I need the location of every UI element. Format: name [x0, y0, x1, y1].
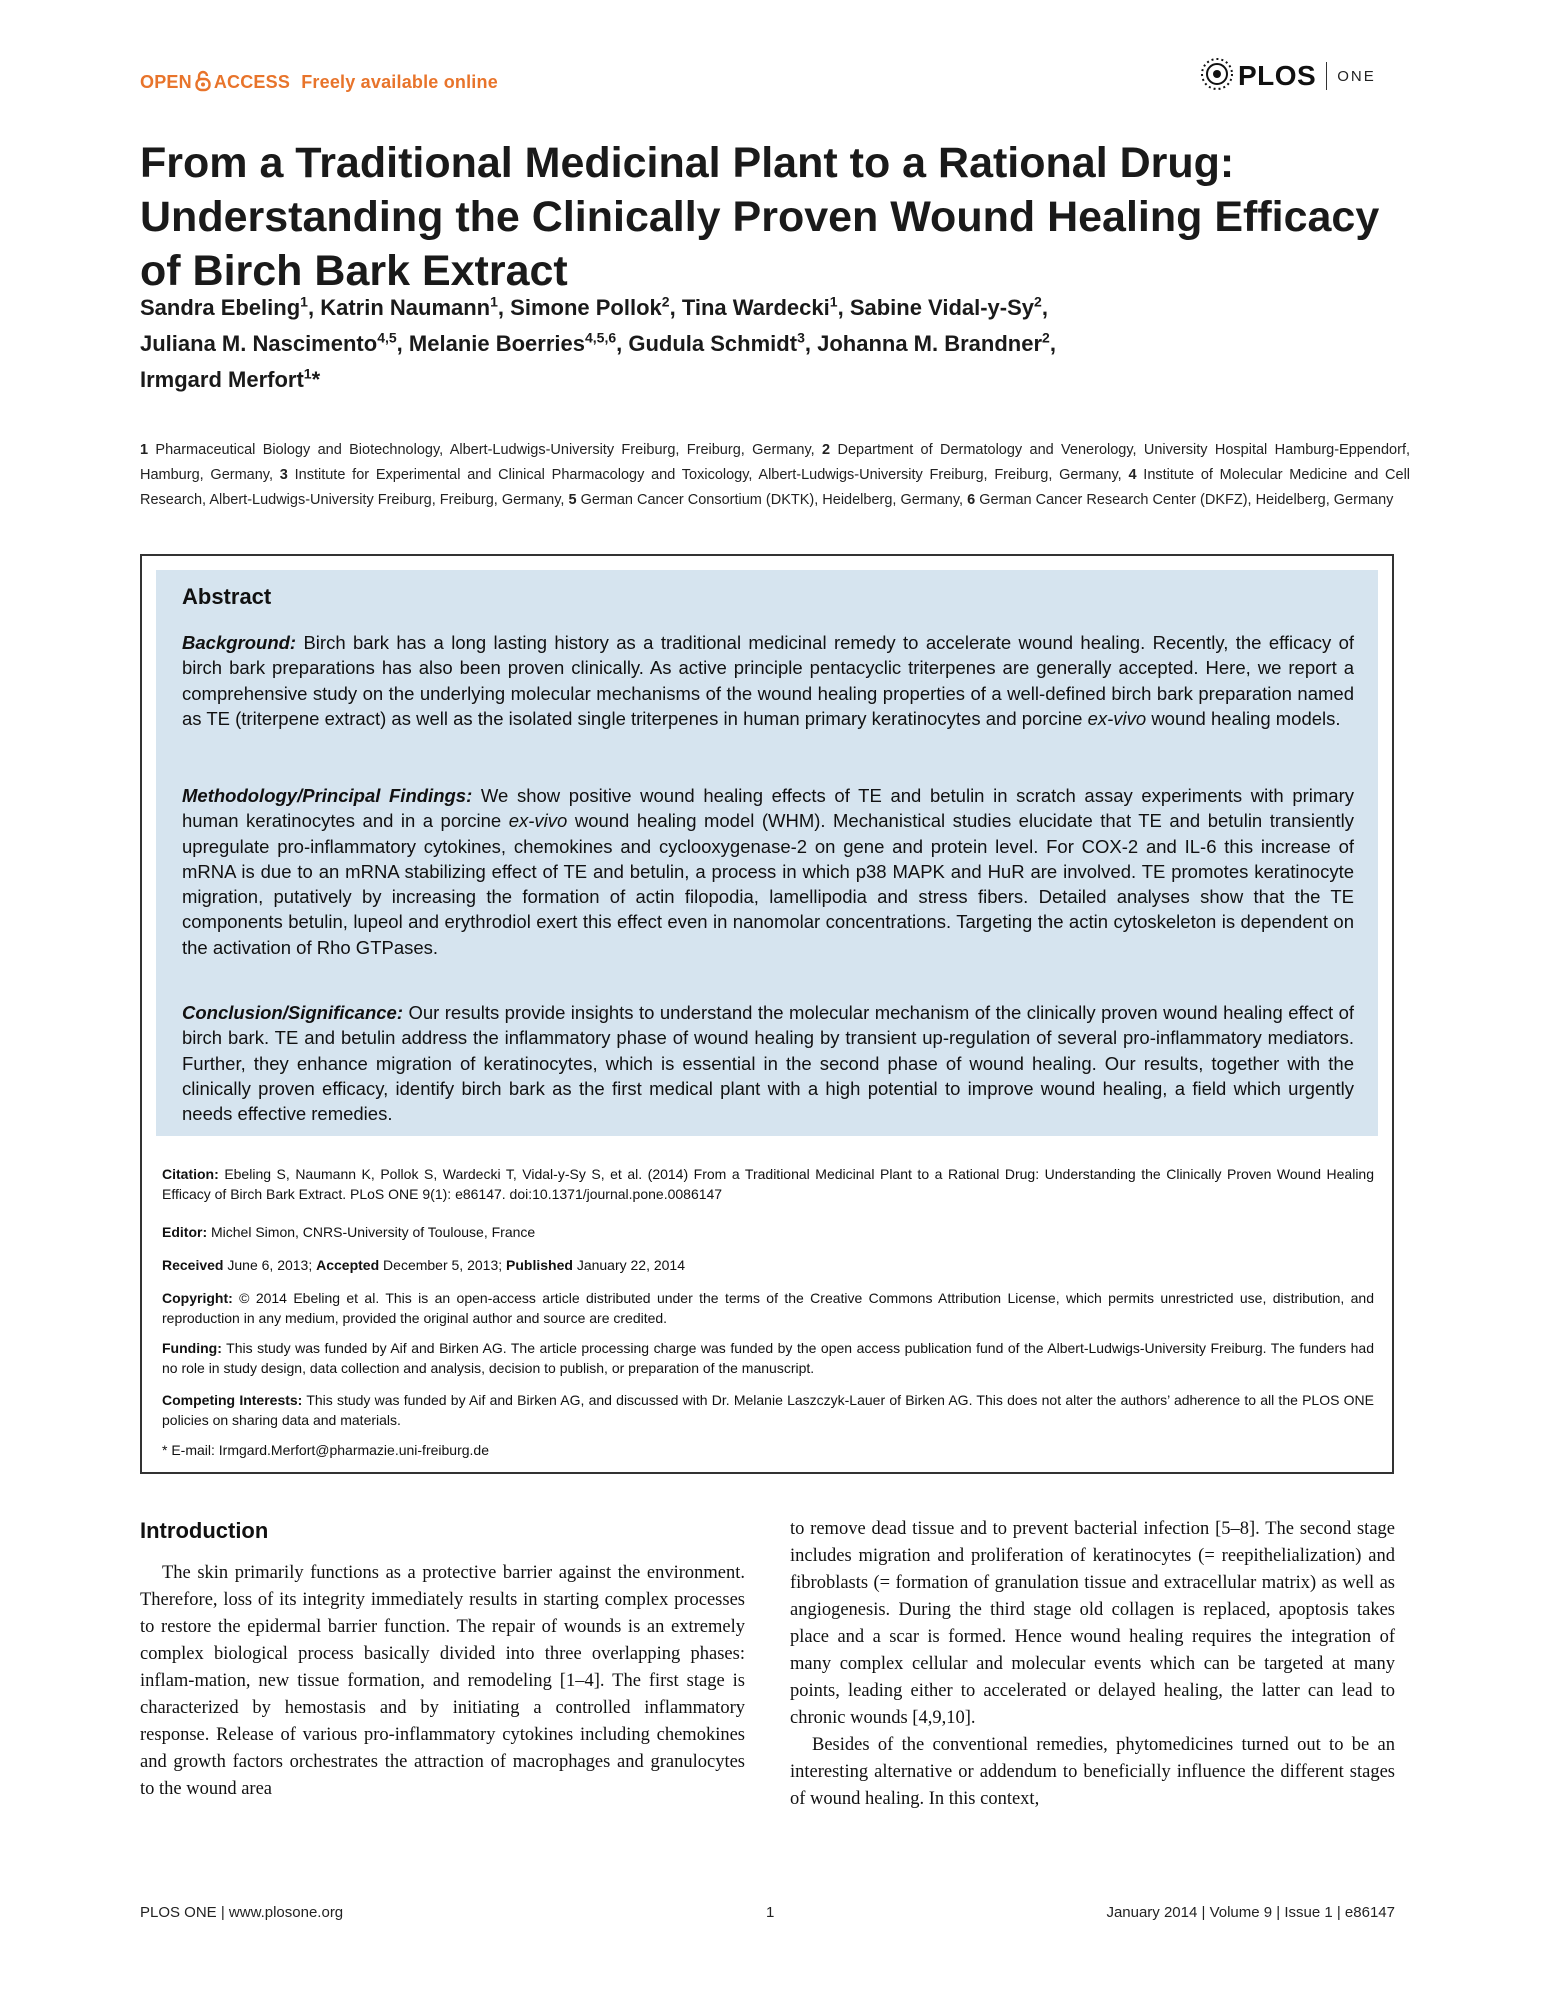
- author-name: Johanna M. Brandner$^2$,: [817, 329, 1056, 356]
- author-name: Simone Pollok$^2$,: [510, 293, 676, 320]
- affiliation-item: 4 Institute of Molecular Medicine and Cell Research, Albert-Ludwigs-University Freiburg, Freiburg, Germany,: [140, 467, 1411, 508]
- open-access-left: OPEN: [140, 72, 192, 92]
- intro-paragraph-3: Besides of the conventional remedies, phytomedicines turned out to be an interesting alternative or addendum to beneficially influence the different stages of wound healing. In this context,: [790, 1735, 1395, 1809]
- author-name: Irmgard Merfort$^1$*: [140, 365, 321, 392]
- conclusion-label: Conclusion/Significance:: [182, 1002, 403, 1023]
- editor: Editor: Michel Simon, CNRS-University of Toulouse, France: [162, 1224, 536, 1240]
- author-list: [140, 290, 1410, 398]
- abstract-heading: Abstract: [182, 584, 272, 609]
- page-number: 1: [766, 1904, 775, 1921]
- author-name: Juliana M. Nascimento$^{4,5}$,: [140, 329, 403, 356]
- affiliation-item: 5 German Cancer Consortium (DKTK), Heidelberg, Germany,: [568, 492, 964, 508]
- copyright: Copyright: © 2014 Ebeling et al. This is an open-access article distributed under the terms of the Creative Commons Attribution License, which permits unrestricted use, distribution, and reproduction in any medium, provided the original author and source are credited.: [162, 1290, 1375, 1326]
- intro-paragraph-1: The skin primarily functions as a protective barrier against the environment. Therefore, loss of its integrity immediately results in starting complex processes to restore the epidermal barrier function. The repair of wounds is an extremely complex biological process basically divided into three overlapping phases: inflam-mation, new tissue formation, and remodeling [1–4]. The first stage is characterized by hemostasis and by initiating a controlled inflammatory response. Release of various pro-inflammatory cytokines including chemokines and growth factors orchestrates the attraction of macrophages and granulocytes to the wound area: [140, 1563, 745, 1799]
- plos-one-logo: [1200, 56, 1376, 96]
- citation: Citation: Ebeling S, Naumann K, Pollok S, Wardecki T, Vidal-y-Sy S, et al. (2014) From a Traditional Medicinal Plant to a Rational Drug: Understanding the Clinically Proven Wound Healing Efficacy of Birch Bark Extract. PLoS ONE 9(1): e86147. doi:10.1371/journal.pone.0086147: [162, 1166, 1375, 1202]
- methodology-label: Methodology/Principal Findings:: [182, 785, 473, 806]
- logo-divider: [1326, 62, 1327, 90]
- affiliation-item: 6 German Cancer Research Center (DKFZ), Heidelberg, Germany: [967, 492, 1394, 508]
- abstract-methodology: Methodology/Principal Findings: We show positive wound healing effects of TE and betulin in scratch assay experiments with primary human keratinocytes and in a porcine ex-vivo wound healing model (WHM). Mechanistical studies elucidate that TE and betulin transiently upregulate pro-inflammatory cytokines, chemokines and cyclooxygenase-2 on gene and protein level. For COX-2 and IL-6 this increase of mRNA is due to an mRNA stabilizing effect of TE and betulin, a process in which p38 MAPK and HuR are involved. TE promotes keratinocyte migration, putatively by increasing the formation of actin filopodia, lamellipodia and stress fibers. Detailed analyses show that the TE components betulin, lupeol and erythrodiol exert this effect even in nanomolar concentrations. Targeting the actin cytoskeleton is dependent on the activation of Rho GTPases.: [182, 785, 1355, 958]
- affiliation-item: 2 Department of Dermatology and Venerology, University Hospital Hamburg-Eppendorf, Hamburg, Germany,: [140, 442, 1411, 483]
- author-name: Gudula Schmidt$^3$,: [628, 329, 811, 356]
- introduction-heading: Introduction: [140, 1518, 269, 1543]
- open-access-badge: [140, 70, 498, 97]
- intro-paragraph-2: to remove dead tissue and to prevent bacterial infection [5–8]. The second stage includes migration and proliferation of keratinocytes (= reepithelialization) and fibroblasts (= formation of granulation tissue and extracellular matrix) as well as angiogenesis. During the third stage old collagen is replaced, apoptosis takes place and a scar is formed. Hence wound healing requires the integration of many complex cellular and molecular events which can be targeted at many points, leading either to accelerated or delayed healing, the latter can lead to chronic wounds [4,9,10].: [790, 1519, 1395, 1728]
- affiliations: [140, 438, 1410, 513]
- affiliation-item: 1 Pharmaceutical Biology and Biotechnology, Albert-Ludwigs-University Freiburg, Freiburg, Germany,: [140, 442, 815, 458]
- intro-left-column: [140, 1560, 745, 1803]
- footer-issue: January 2014 | Volume 9 | Issue 1 | e86147: [1106, 1904, 1395, 1921]
- open-lock-icon: [195, 70, 211, 97]
- author-name: Sabine Vidal-y-Sy$^2$,: [849, 293, 1048, 320]
- background-label: Background:: [182, 632, 297, 653]
- abstract-conclusion: Conclusion/Significance: Our results provide insights to understand the molecular mechanism of the clinically proven wound healing effect of birch bark. TE and betulin address the inflammatory phase of wound healing by transient up-regulation of several pro-inflammatory mediators. Further, they enhance migration of keratinocytes, which is essential in the second phase of wound healing. Our results, together with the clinically proven efficacy, identify birch bark as the first medical plant with a high potential to improve wound healing, a field which urgently needs effective remedies.: [182, 1002, 1354, 1125]
- competing-interests: Competing Interests: This study was funded by Aif and Birken AG, and discussed with Dr. Melanie Laszczyk-Lauer of Birken AG. This does not alter the authors’ adherence to all the PLOS ONE policies on sharing data and materials.: [162, 1392, 1375, 1428]
- intro-right-column: [790, 1516, 1395, 1813]
- article-title: From a Traditional Medicinal Plant to a Rational Drug: Understanding the Clinically Proven Wound Healing Efficacy of Birch Bark Extract: [140, 139, 1380, 295]
- one-wordmark: ONE: [1337, 67, 1376, 85]
- plos-globe-icon: [1200, 57, 1234, 96]
- author-name: Melanie Boerries$^{4,5,6}$,: [408, 329, 623, 356]
- funding: Funding: This study was funded by Aif and Birken AG. The article processing charge was funded by the open access publication fund of the Albert-Ludwigs-University Freiburg. The funders had no role in study design, data collection and analysis, decision to publish, or preparation of the manuscript.: [162, 1340, 1374, 1376]
- corresponding-email[interactable]: * E-mail: Irmgard.Merfort@pharmazie.uni-freiburg.de: [162, 1442, 489, 1458]
- author-name: Sandra Ebeling$^1$,: [140, 293, 315, 320]
- author-name: Katrin Naumann$^1$,: [320, 293, 505, 320]
- open-access-right: ACCESS: [213, 72, 291, 92]
- footer-journal: PLOS ONE | www.plosone.org: [140, 1904, 344, 1921]
- dates: Received June 6, 2013; Accepted December 5, 2013; Published January 22, 2014: [162, 1257, 686, 1273]
- freely-available-text: Freely available online: [301, 72, 498, 92]
- affiliation-item: 3 Institute for Experimental and Clinical Pharmacology and Toxicology, Albert-Ludwigs-University Freiburg, Freiburg, Germany,: [279, 467, 1122, 483]
- plos-wordmark: PLOS: [1238, 60, 1317, 91]
- author-name: Tina Wardecki$^1$,: [681, 293, 844, 320]
- abstract-background: Background: Birch bark has a long lasting history as a traditional medicinal remedy to accelerate wound healing. Recently, the efficacy of birch bark preparations has also been proven clinically. As active principle pentacyclic triterpenes are generally accepted. Here, we report a comprehensive study on the underlying molecular mechanisms of the wound healing properties of a well-defined birch bark preparation named as TE (triterpene extract) as well as the isolated single triterpenes in human primary keratinocytes and porcine ex-vivo wound healing models.: [182, 632, 1354, 729]
